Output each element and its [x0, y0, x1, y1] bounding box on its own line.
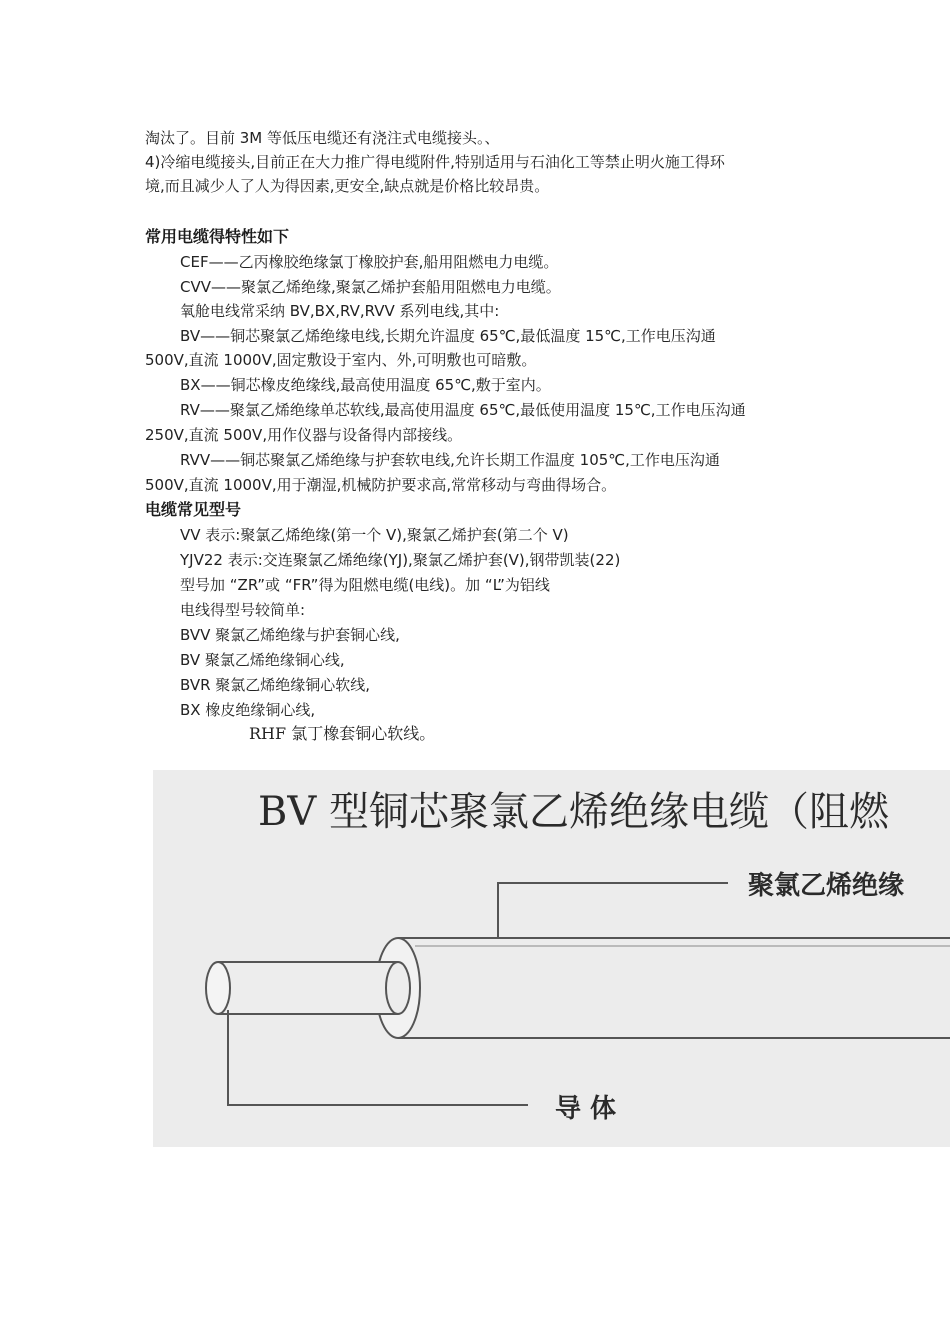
- heading-common-models: 电缆常见型号: [145, 500, 242, 519]
- item-bx-line: BX 橡皮绝缘铜心线,: [180, 701, 316, 719]
- heading-cable-characteristics: 常用电缆得特性如下: [145, 227, 290, 246]
- item-bv-line1: BV——铜芯聚氯乙烯绝缘电线,长期允许温度 65℃,最低温度 15℃,工作电压沟通: [180, 327, 716, 345]
- item-cef: CEF——乙丙橡胶绝缘氯丁橡胶护套,船用阻燃电力电缆。: [180, 253, 559, 271]
- item-oxygen-chamber: 氧舱电线常采纳 BV,BX,RV,RVV 系列电线,其中:: [180, 302, 500, 320]
- item-rvv-line2: 500V,直流 1000V,用于潮湿,机械防护要求高,常常移动与弯曲得场合。: [145, 476, 617, 494]
- paragraph-cold-shrink-line1: 4)冷缩电缆接头,目前正在大力推广得电缆附件,特别适用与石油化工等禁止明火施工得环: [145, 153, 725, 171]
- item-vv: VV 表示:聚氯乙烯绝缘(第一个 V),聚氯乙烯护套(第二个 V): [180, 526, 569, 544]
- item-yjv22: YJV22 表示:交连聚氯乙烯绝缘(YJ),聚氯乙烯护套(V),钢带凯装(22): [180, 551, 621, 569]
- insulation-leader-line: [498, 883, 728, 938]
- item-rvv-line1: RVV——铜芯聚氯乙烯绝缘与护套软电线,允许长期工作温度 105℃,工作电压沟通: [180, 451, 720, 469]
- item-rv-line2: 250V,直流 500V,用作仪器与设备得内部接线。: [145, 426, 463, 444]
- paragraph-cold-pour-end: 淘汰了。目前 3M 等低压电缆还有浇注式电缆接头。、: [145, 129, 500, 147]
- diagram-title: BV 型铜芯聚氯乙烯绝缘电缆（阻燃: [258, 789, 889, 835]
- item-zr-fr: 型号加 “ZR”或 “FR”得为阻燃电缆(电线)。加 “L”为铝线: [180, 576, 550, 594]
- conductor-leader-line: [228, 1010, 528, 1105]
- item-simple-models: 电线得型号较简单:: [180, 601, 306, 619]
- item-bx: BX——铜芯橡皮绝缘线,最高使用温度 65℃,敷于室内。: [180, 376, 551, 394]
- item-bv: BV 聚氯乙烯绝缘铜心线,: [180, 651, 345, 669]
- cable-diagram-image: [153, 770, 950, 1147]
- insulation-label: 聚氯乙烯绝缘: [748, 871, 905, 901]
- item-bvv: BVV 聚氯乙烯绝缘与护套铜心线,: [180, 626, 400, 644]
- paragraph-cold-shrink-line2: 境,而且减少人了人为得因素,更安全,缺点就是价格比较昂贵。: [145, 177, 550, 195]
- item-bvr: BVR 聚氯乙烯绝缘铜心软线,: [180, 676, 371, 694]
- conductor-label: 导 体: [555, 1094, 617, 1124]
- item-rhf: RHF 氯丁橡套铜心软线。: [249, 724, 436, 743]
- item-cvv: CVV——聚氯乙烯绝缘,聚氯乙烯护套船用阻燃电力电缆。: [180, 278, 561, 296]
- item-rv-line1: RV——聚氯乙烯绝缘单芯软线,最高使用温度 65℃,最低使用温度 15℃,工作电压沟通: [180, 401, 746, 419]
- item-bv-line2: 500V,直流 1000V,固定敷设于室内、外,可明敷也可暗敷。: [145, 351, 537, 369]
- conductor-end-face: [206, 962, 230, 1014]
